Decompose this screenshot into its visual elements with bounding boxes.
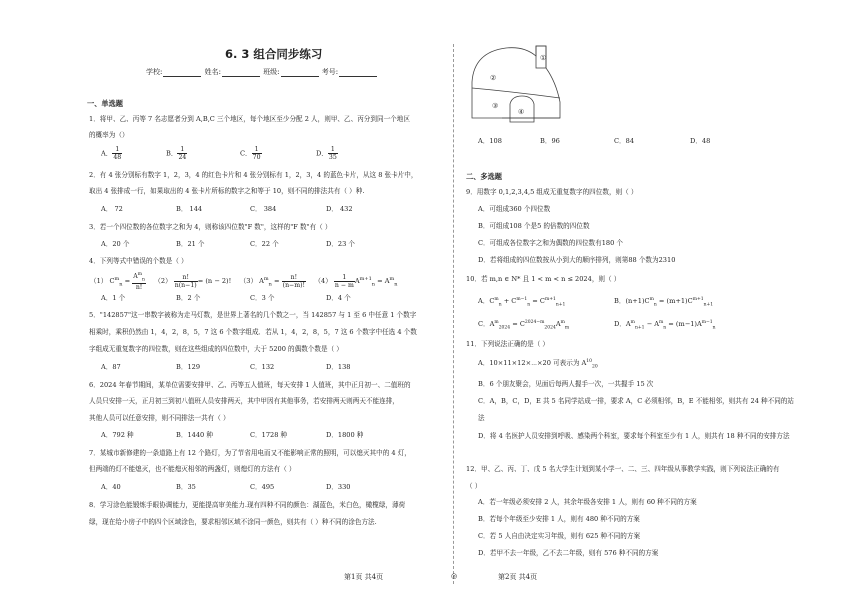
q2-option-a: A． 72 <box>101 205 123 213</box>
q8-option-a: A．108 <box>478 137 502 145</box>
q5-line2: 相乘时，乘积仍然由 1，4，2，8，5，7 这 6 个数字组成．若从 1，4，2，8，5，7 这 6 个数字中任选 4 个数 <box>89 328 417 336</box>
q1-line2: 的概率为（） <box>89 131 129 139</box>
q6-line2: 人员只安排一天，正月初三到初八值班人员安排两天，其中甲因有其他事务，若安排两天则两天不能连排， <box>89 397 399 405</box>
q11-option-d: D．将 4 名医护人员安排到呼吸、感染两个科室，要求每个科室至少有 1 人，则共有 18 种不同的安排方法 <box>478 432 790 440</box>
q3-option-a: A．20 个 <box>101 240 130 248</box>
page-divider <box>453 44 454 584</box>
q1-line1: 1．将甲、乙、丙等 7 名志愿者分到 A,B,C 三个地区，每个地区至少分配 2 人，则甲、乙、丙分到同一个地区 <box>89 115 410 123</box>
q5-line3: 字组成无重复数字的四位数，则在这些组成的四位数中，大于 5200 的偶数个数是（ ） <box>89 345 343 353</box>
q4-option-b: B．2 个 <box>176 294 201 302</box>
q10-option-d: D．$A^m_{n+1} - A^m_n = (m-1)A^{m-1}_n$ <box>614 319 716 331</box>
q1-option-c: C． $\frac{1}{70}$ <box>240 146 261 161</box>
student-info-line <box>146 67 378 77</box>
q1-option-a: A． $\frac{1}{48}$ <box>101 146 122 161</box>
q9-line1: 9．用数字 0,1,2,3,4,5 组成无重复数字的四位数，则（ ） <box>466 188 638 196</box>
q5-line1: 5．"142857"这一串数字被称为走马灯数，是世界上著名的几个数之一，当 142857 与 1 至 6 中任意 1 个数字 <box>89 311 417 319</box>
q10-option-a: A．$C^m_n + C^{m-1}_n = C^{m+1}_{n+1}$ <box>478 296 566 308</box>
q6-option-c: C．1728 种 <box>250 431 288 439</box>
right-page-footer: 第2页 共4页 <box>498 573 538 581</box>
q9-option-c: C．可组成各位数字之和为偶数的四位数有180 个 <box>478 239 624 247</box>
left-page-footer: 第1页 共4页 <box>344 573 384 581</box>
q1-option-d: D． $\frac{1}{35}$ <box>316 146 337 161</box>
q2-line2: 取出 4 张排成一行，如果取出的 4 张卡片所标的数字之和等于 10，则不同的排法共有（ ）种. <box>89 187 365 195</box>
name-label: 姓名: <box>204 68 221 76</box>
q8-option-b: B．96 <box>540 137 560 145</box>
q3-option-c: C．22 个 <box>250 240 279 248</box>
q9-option-a: A．可组成360 个四位数 <box>478 205 551 213</box>
q12-line1: 12．甲、乙、丙、丁、戊 5 名大学生计划到某小学一、二、三、四年级从事教学实践，则下列说法正确的有 <box>466 465 780 473</box>
q11-option-c-cont: 法 <box>478 414 485 422</box>
q11-option-b: B．6 个朋友聚会，见面后每两人握手一次，一共握手 15 次 <box>478 380 654 388</box>
q7-option-a: A．40 <box>101 483 121 491</box>
q1-option-b: B． $\frac{1}{24}$ <box>166 146 187 161</box>
q4-line1: 4．下列等式中错误的个数是（ ） <box>89 257 188 265</box>
q6-option-d: D．1800 种 <box>326 431 364 439</box>
house-outline <box>472 46 560 118</box>
region-4-label: ④ <box>518 108 525 116</box>
class-blank[interactable] <box>281 69 319 77</box>
q12-option-b: B．若每个年级至少安排 1 人，则有 480 种不同的方案 <box>478 515 640 523</box>
q11-option-c: C．A，B，C，D，E 共 5 名同学站成一排，要求 A，C 必须相邻，B，E 不能相邻，则共有 24 种不同的站 <box>478 397 794 405</box>
q3-option-d: D．23 个 <box>326 240 355 248</box>
q3-line1: 3．若一个四位数的各位数字之和为 4，则称该四位数"F 数"，这样的"F 数"有（ ） <box>89 223 332 231</box>
section-single-choice: 一、单选题 <box>87 99 123 108</box>
q12-option-d: D．若甲不去一年级，乙不去二年级，则有 576 种不同的方案 <box>478 549 659 557</box>
q12-option-a: A．若一年级必须安排 2 人，其余年级各安排 1 人，则有 60 种不同的方案 <box>478 498 697 506</box>
q11-line1: 11．下列说法正确的是（ ） <box>466 340 550 348</box>
q2-option-b: B． 144 <box>176 205 203 213</box>
q5-option-b: B．129 <box>176 363 201 371</box>
q12-line2: （ ） <box>466 482 482 490</box>
q8-option-c: C．84 <box>614 137 635 145</box>
q7-line2: 但两端的灯不能熄灭，也不能熄灭相邻的两盏灯，则熄灯的方法有（ ） <box>89 465 296 473</box>
q2-line1: 2．有 4 张分别标有数字 1，2，3，4 的红色卡片和 4 张分别标有 1，2，3，4 的蓝色卡片，从这 8 张卡片中， <box>89 171 418 179</box>
region-1-label: ① <box>540 54 547 62</box>
name-blank[interactable] <box>222 69 260 77</box>
q8-option-d: D．48 <box>690 137 711 145</box>
q6-option-a: A．792 种 <box>101 431 134 439</box>
q7-option-c: C．495 <box>250 483 275 491</box>
q10-option-c: C．$A^m_{2024} = C^{2024-m}_{2024}A^m_m$ <box>478 319 570 331</box>
q8-line1: 8．学习涂色能锻炼手眼协调能力，更能提高审美能力.现有四种不同的颜色：湖蓝色，米白色，橄榄绿，薄荷 <box>89 501 406 509</box>
q9-option-b: B．可组成108 个是5 的倍数的四位数 <box>478 222 590 230</box>
section-multi-choice: 二、多选题 <box>466 172 502 181</box>
q4-option-c: C．3 个 <box>250 294 275 302</box>
q11-option-a: A．10×11×12×⋯×20 可表示为 $A^{10}_{20}$ <box>478 358 598 370</box>
q4-option-a: A．1 个 <box>101 294 126 302</box>
center-mark: ◎ <box>451 572 458 580</box>
school-label: 学校: <box>146 68 163 76</box>
q6-line3: 其他人员可以任意安排，则不同排法一共有（ ） <box>89 414 230 422</box>
q2-option-d: D． 432 <box>326 205 353 213</box>
q5-option-a: A．87 <box>101 363 121 371</box>
q10-line1: 10．若 m,n ∈ N* 且 1 < m < n ≤ 2024，则（ ） <box>466 275 621 283</box>
q4-option-d: D．4 个 <box>326 294 351 302</box>
page-title: 6. 3 组合同步练习 <box>225 47 323 61</box>
q7-option-b: B．35 <box>176 483 196 491</box>
q6-line1: 6．2024 年春节期间，某单位需要安排甲、乙、丙等五人值班，每天安排 1 人值班，其中正月初一、二值班的 <box>89 381 411 389</box>
q9-option-d: D．若将组成的四位数按从小到大的顺序排列，则第88 个数为2310 <box>478 256 676 264</box>
q12-option-c: C．若 5 人自由决定实习年级，则有 625 种不同的方案 <box>478 532 641 540</box>
class-label: 班级: <box>263 68 280 76</box>
q6-option-b: B．1440 种 <box>176 431 213 439</box>
q5-option-c: C．132 <box>250 363 275 371</box>
q4-equations: （1） $C^m_n$ = $\frac{A^m_n}{n!}$ （2） $\frac{n!}{n(n-1)}$ = (n − 2)! （3） $A^m_n$ = $\frac{n!}{(n-m)!}$ （4） $\frac{1}{n - m}$ $A^{m+1}_n = A^m_n$ <box>90 272 398 292</box>
house-diagram <box>466 42 566 130</box>
q8-line2: 绿，现在给小房子中的四个区域涂色，要求相邻区域不涂同一颜色，则共有（ ）种不同的涂色方法. <box>89 518 377 526</box>
region-3-label: ③ <box>492 102 499 110</box>
roof-line <box>472 88 560 98</box>
q7-line1: 7．某城市新修建的一条道路上有 12 个路灯，为了节省用电而又不能影响正常的照明，可以熄灭其中的 4 灯， <box>89 449 411 457</box>
q2-option-c: C． 384 <box>250 205 277 213</box>
q5-option-d: D．138 <box>326 363 351 371</box>
q7-option-d: D．330 <box>326 483 351 491</box>
q10-option-b: B．$(n+1)C^m_n = (m+1)C^{m+1}_{n+1}$ <box>614 296 714 308</box>
q3-option-b: B．21 个 <box>176 240 205 248</box>
region-2-label: ② <box>490 74 497 82</box>
exam-label: 考号: <box>321 68 339 76</box>
exam-blank[interactable] <box>339 69 377 77</box>
school-blank[interactable] <box>163 69 201 77</box>
